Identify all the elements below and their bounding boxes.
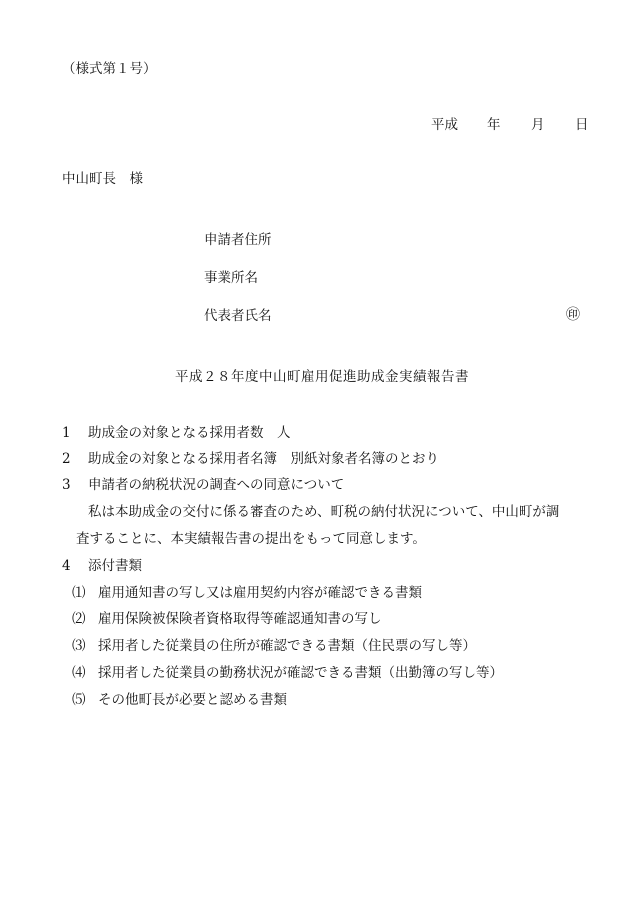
item-3 — [62, 476, 344, 494]
item-text: 助成金の対象となる採用者数 人 — [88, 425, 291, 441]
addressee: 中山町長 様 — [62, 171, 143, 187]
date-era: 平成 — [431, 117, 458, 133]
attachment-number: ⑷ — [72, 665, 86, 681]
item-2 — [62, 450, 439, 468]
consent-text-line-2: 査することに、本実績報告書の提出をもって同意します。 — [76, 531, 426, 547]
attachment-number: ⑵ — [72, 611, 86, 627]
attachment-number: ⑶ — [72, 638, 86, 654]
item-1 — [62, 424, 291, 442]
item-number: 2 — [62, 451, 71, 467]
applicant-address-label: 申請者住所 — [204, 232, 272, 248]
item-text: 申請者の納税状況の調査への同意について — [88, 477, 345, 493]
attachment-number: ⑸ — [72, 692, 86, 708]
document-title: 平成２８年度中山町雇用促進助成金実績報告書 — [175, 369, 469, 385]
item-text: 助成金の対象となる採用者名簿 別紙対象者名簿のとおり — [88, 451, 439, 467]
form-number: （様式第１号） — [62, 61, 157, 77]
item-4 — [62, 557, 142, 575]
attachment-text: 採用者した従業員の勤務状況が確認できる書類（出勤簿の写し等） — [98, 665, 503, 681]
item-number: 1 — [62, 425, 71, 441]
seal-mark: ㊞ — [566, 307, 580, 323]
attachment-text: 雇用保険被保険者資格取得等確認通知書の写し — [98, 611, 382, 627]
attachment-number: ⑴ — [72, 585, 86, 601]
attachment-item-5 — [72, 691, 287, 709]
attachment-item-4 — [72, 664, 503, 682]
attachment-text: その他町長が必要と認める書類 — [98, 692, 287, 708]
representative-name-label: 代表者氏名 — [204, 308, 272, 324]
item-number: 4 — [62, 558, 71, 574]
date-line — [431, 116, 589, 134]
date-month: 月 — [531, 117, 545, 133]
item-number: 3 — [62, 477, 71, 493]
attachment-text: 雇用通知書の写し又は雇用契約内容が確認できる書類 — [98, 585, 422, 601]
consent-text-line-1: 私は本助成金の交付に係る審査のため、町税の納付状況について、中山町が調 — [88, 504, 560, 520]
attachments-heading: 添付書類 — [88, 558, 142, 574]
attachment-item-3 — [72, 637, 476, 655]
date-year: 年 — [487, 117, 501, 133]
attachment-item-2 — [72, 610, 382, 628]
attachment-text: 採用者した従業員の住所が確認できる書類（住民票の写し等） — [98, 638, 476, 654]
office-name-label: 事業所名 — [204, 270, 258, 286]
date-day: 日 — [575, 117, 589, 133]
attachment-item-1 — [72, 584, 422, 602]
